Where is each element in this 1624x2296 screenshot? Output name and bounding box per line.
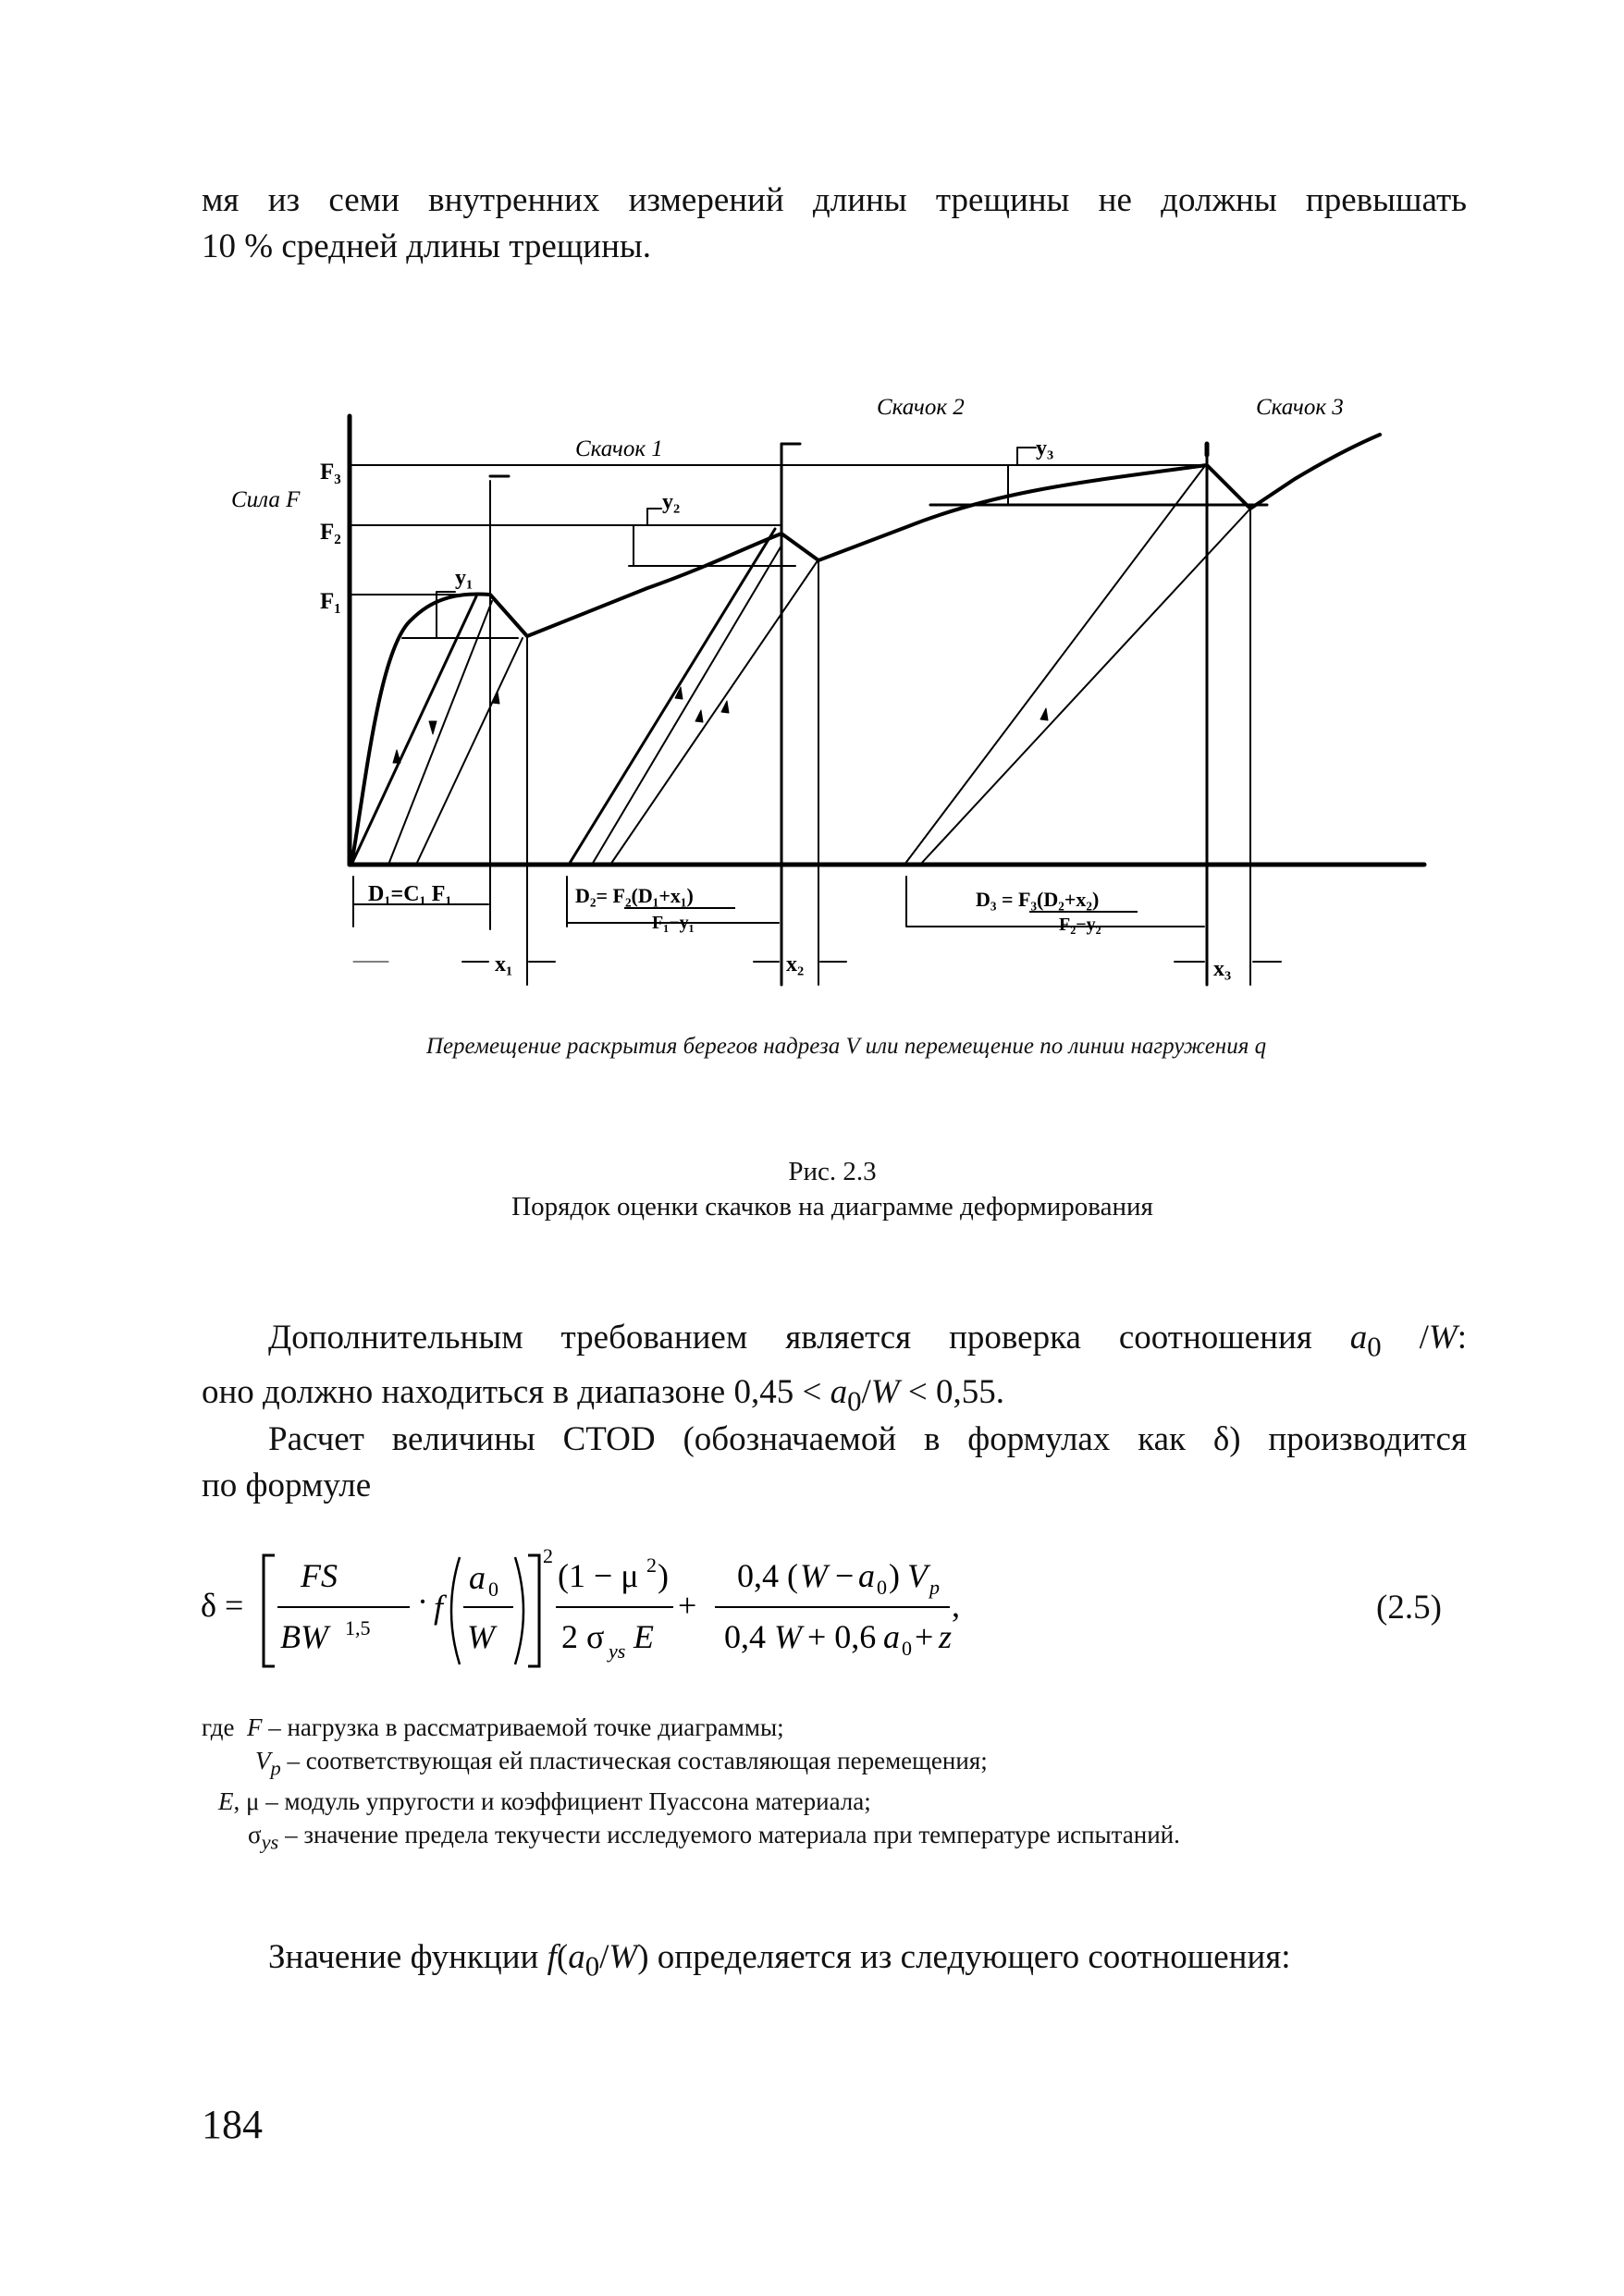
intro-line-2: 10 % средней длины трещины. [202,227,652,265]
svg-text:a: a [469,1559,486,1596]
paragraph-function: Значение функции $f(a_0/W)$ определяется из следующего соотношения: [268,1938,1291,1983]
figure-title: Порядок оценки скачков на диаграмме деформирования [511,1192,1153,1222]
variable-definitions [202,1711,1467,1860]
jump-label-1: Скачок 1 [575,436,663,461]
label-f3: F₃ [320,460,341,485]
svg-text:p: p [929,1576,940,1599]
ctod-line-1: Расчет величины CTOD (обозначаемой в формулах как δ) производится [268,1420,1467,1458]
d3-formula: D₃ = F₃(D₂+x₂) [976,888,1100,911]
ratio-line-2: оно должно находиться в диапазоне $0,45 < a_0/W < 0,55$. [202,1373,1004,1418]
jump-label-2: Скачок 2 [877,395,965,420]
y1-label: y₁ [455,566,474,590]
figure-number: Рис. 2.3 [788,1157,877,1186]
svg-text:FS: FS [301,1557,338,1594]
svg-text:f: f [434,1589,444,1626]
x1-label: x₁ [495,952,513,976]
svg-text:(1 − μ: (1 − μ [558,1557,639,1594]
svg-text:F₁−y₁: F₁−y₁ [652,913,695,933]
svg-text:V: V [907,1557,928,1594]
d1-formula: D₁=C₁ F₁ [368,882,452,906]
svg-text:1,5: 1,5 [345,1616,371,1639]
label-f1: F₁ [320,589,341,614]
svg-text:z: z [939,1618,953,1655]
svg-text:a: a [883,1618,900,1655]
svg-text:W: W [800,1557,828,1594]
load-curve [351,435,1380,865]
y-axis-label: Сила F [231,487,301,512]
svg-text:W: W [467,1618,495,1655]
page-number: 184 [202,2102,263,2147]
y2-label: y₂ [662,490,681,514]
svg-text:+ 0,6: + 0,6 [807,1618,877,1655]
intro-paragraph [202,178,1467,270]
svg-text:0: 0 [902,1637,912,1660]
load-displacement-diagram [203,370,1443,1017]
svg-text:2: 2 [543,1544,553,1567]
svg-text:0,4 (: 0,4 ( [737,1557,798,1594]
svg-text:E: E [634,1618,654,1655]
svg-text:+: + [678,1587,697,1624]
svg-text:F₂−y₂: F₂−y₂ [1059,915,1101,935]
y3-label: y₃ [1036,436,1054,460]
def-vp: $V_p$ – соответствующая ей пластическая составляющая перемещения; [255,1747,988,1780]
svg-text:W: W [774,1618,802,1655]
d2-formula: D₂= F₂(D₁+x₁) [575,884,694,907]
svg-text:): ) [658,1557,669,1594]
ratio-line-1: Дополнительным требованием является проверка соотношения $a_0$ /W: [268,1319,1467,1363]
svg-text:0: 0 [877,1576,887,1599]
svg-text:−: − [835,1557,855,1594]
x3-label: x₃ [1213,957,1232,981]
ctod-line-2: по формуле [202,1467,372,1504]
equation-number: (2.5) [1376,1589,1442,1627]
svg-text:BW: BW [280,1618,328,1655]
intro-line-1: мя из семи внутренних измерений длины трещины не должны превышать [202,181,1467,219]
svg-text:ys: ys [609,1639,626,1663]
svg-text:): ) [889,1557,900,1594]
x-axis-caption: Перемещение раскрытия берегов надреза V или перемещение по линии нагружения q [425,1034,1267,1059]
x2-label: x₂ [786,952,805,976]
svg-text:0: 0 [488,1578,498,1601]
paragraph-ctod [202,1417,1467,1509]
svg-text:a: a [858,1557,875,1594]
jump-label-3: Скачок 3 [1256,395,1344,420]
def-e-mu: E, μ – модуль упругости и коэффициент Пуассона материала; [218,1787,871,1816]
svg-text:,: , [952,1587,960,1624]
svg-text:+: + [915,1618,934,1655]
ctod-formula [199,1535,1466,1692]
svg-text:2: 2 [646,1553,657,1577]
svg-text:·: · [417,1583,428,1620]
paragraph-ratio-check [202,1315,1467,1425]
def-sigma: $\sigma_{ys}$ – значение предела текучести исследуемого материала при температуре испытаний. [248,1821,1180,1854]
svg-text:δ =: δ = [201,1587,244,1624]
label-f2: F₂ [320,520,341,545]
svg-text:2 σ: 2 σ [561,1618,605,1655]
svg-text:0,4: 0,4 [724,1618,766,1655]
def-f: где F – нагрузка в рассматриваемой точке диаграммы; [202,1713,784,1741]
